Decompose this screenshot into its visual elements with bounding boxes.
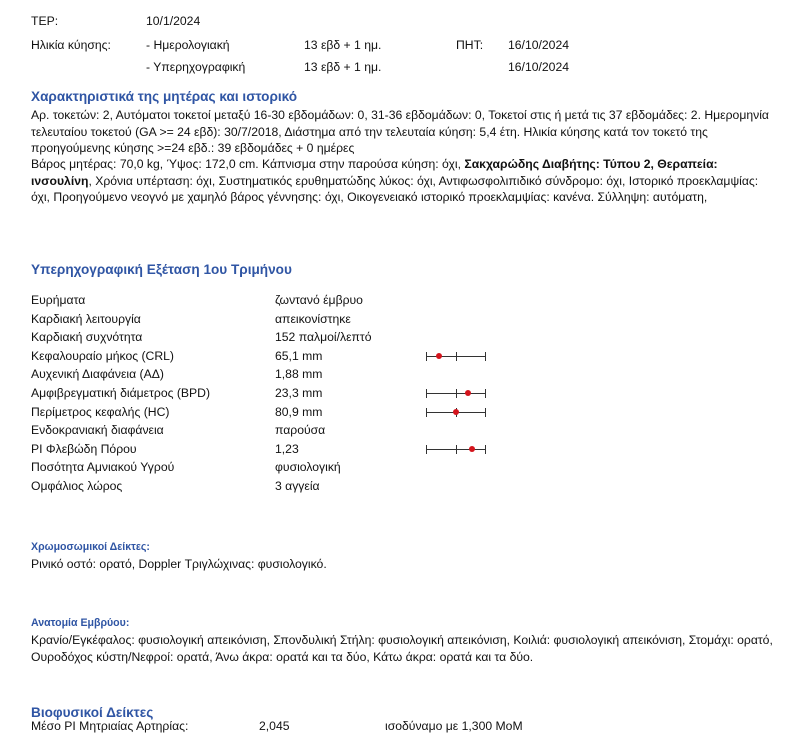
anatomy-title: Ανατομία Εμβρύου: (31, 617, 130, 629)
exam-row-value: παρούσα (275, 423, 326, 438)
exam-row-label: Αυχενική Διαφάνεια (ΑΔ) (31, 367, 164, 382)
history-p2-end: , Χρόνια υπέρταση: όχι, Συστηματικός ερυθηματώδης λύκος: όχι, Αντιφωσφολιπιδικό σύνδρομο: όχι, Ιστορικό προεκλαμψίας: όχι, Προηγούμενο νεογνό με χαμηλό βάρος γέννησης: όχι, Οικογενειακό ιστορικό προεκλαμψίας: κανένα. Σύλληψη: αυτόματη, (31, 173, 759, 204)
percentile-gauge (426, 407, 486, 419)
exam-row (31, 330, 531, 348)
ga-us-label: - Υπερηχογραφική (146, 60, 246, 74)
exam-row-value: 152 παλμοί/λεπτό (275, 330, 372, 345)
history-p2-start: Βάρος μητέρας: 70,0 kg, Ύψος: 172,0 cm. Κάπνισμα στην παρούσα κύηση: όχι, (31, 157, 465, 171)
percentile-marker (469, 446, 475, 452)
exam-title: Υπερηχογραφική Εξέταση 1ου Τριμήνου (31, 262, 292, 277)
percentile-marker (436, 353, 442, 359)
exam-row (31, 367, 531, 385)
uta-pi-value: 2,045 (259, 719, 290, 733)
exam-row-label: Περίμετρος κεφαλής (HC) (31, 404, 170, 419)
percentile-gauge (426, 388, 486, 400)
exam-row-value: 1,88 mm (275, 367, 323, 382)
ga-us-value: 13 εβδ + 1 ημ. (304, 60, 382, 74)
percentile-gauge (426, 351, 486, 363)
exam-row-label: Ευρήματα (31, 293, 86, 307)
edd-calendar: 16/10/2024 (508, 38, 569, 52)
edd-us: 16/10/2024 (508, 60, 569, 74)
percentile-marker (465, 390, 471, 396)
exam-row (31, 293, 531, 311)
exam-row-value: 80,9 mm (275, 404, 323, 419)
markers-text: Ρινικό οστό: ορατό, Doppler Τριγλώχινας: φυσιολογικό. (31, 557, 327, 571)
exam-row (31, 349, 531, 367)
exam-row (31, 312, 531, 330)
exam-row-value: 23,3 mm (275, 386, 323, 400)
exam-row-label: Ενδοκρανιακή διαφάνεια (31, 423, 164, 438)
exam-row-label: PI Φλεβώδη Πόρου (31, 441, 137, 456)
exam-row (31, 442, 531, 460)
exam-row-value: ζωντανό έμβρυο (275, 293, 363, 307)
history-paragraph-1: Αρ. τοκετών: 2, Αυτόματοι τοκετοί μεταξύ 16-30 εβδομάδων: 0, 31-36 εβδομάδων: 0, Τοκετοί στις ή μετά τις 37 εβδομάδες: 2. Ημερομηνία τελευταίου τοκετού (GA >= 24 εβδ): 30/7/2018, Διάστημα από την τελευταία κύηση: 5,4 έτη. Ηλικία κύησης κατά τον τοκετό της προηγούμενης κύησης >=24 εβδ.: 39 εβδομάδες + 0 ημέρες (31, 108, 769, 155)
ga-calendar-value: 13 εβδ + 1 ημ. (304, 38, 382, 52)
ga-calendar-label: - Ημερολογιακή (146, 38, 230, 52)
exam-row-value: φυσιολογική (275, 460, 341, 475)
anatomy-text: Κρανίο/Εγκέφαλος: φυσιολογική απεικόνιση, Σπονδυλική Στήλη: φυσιολογική απεικόνιση, Κοιλιά: φυσιολογική απεικόνιση, Στομάχι: ορατό, Ουροδόχος κύστη/Νεφροί: ορατά, Άνω άκρα: ορατά και τα δύο, Κάτω άκρα: ορατά και τα δύο. (31, 633, 773, 664)
history-paragraph-2 (31, 156, 776, 206)
exam-row-label: Κεφαλουραίο μήκος (CRL) (31, 348, 174, 363)
exam-row (31, 423, 531, 441)
exam-row-value: 65,1 mm (275, 348, 323, 363)
exam-row-label: Καρδιακή συχνότητα (31, 330, 143, 345)
lmp-label: ΤΕΡ: (31, 14, 59, 28)
biophysical-title: Βιοφυσικοί Δείκτες (31, 705, 154, 720)
exam-row-label: Καρδιακή λειτουργία (31, 311, 141, 326)
history-title: Χαρακτηριστικά της μητέρας και ιστορικό (31, 89, 298, 104)
lmp-value: 10/1/2024 (146, 14, 201, 28)
uta-pi-label: Μέσο PI Μητριαίας Αρτηρίας: (31, 719, 189, 733)
percentile-gauge (426, 444, 486, 456)
exam-row-label: Αμφιβρεγματική διάμετρος (BPD) (31, 386, 211, 400)
uta-pi-mom: ισοδύναμο με 1,300 MoM (385, 719, 523, 733)
diabetes-highlight: Σακχαρώδης Διαβήτης: Τύπου 2, Θεραπεία: ινσουλίνη (31, 157, 718, 188)
ga-label: Ηλικία κύησης: (31, 38, 111, 52)
exam-row (31, 386, 531, 404)
exam-row-label: Ποσότητα Αμνιακού Υγρού (31, 460, 175, 475)
exam-row (31, 405, 531, 423)
percentile-marker (453, 409, 459, 415)
edd-label: ΠΗΤ: (456, 38, 484, 52)
exam-row-label: Ομφάλιος λώρος (31, 479, 123, 493)
exam-row-value: 3 αγγεία (275, 479, 320, 493)
markers-title: Χρωμοσωμικοί Δείκτες: (31, 541, 150, 553)
exam-row (31, 460, 531, 478)
exam-row-value: απεικονίστηκε (275, 311, 351, 326)
exam-row (31, 479, 531, 497)
exam-row-value: 1,23 (275, 441, 299, 456)
